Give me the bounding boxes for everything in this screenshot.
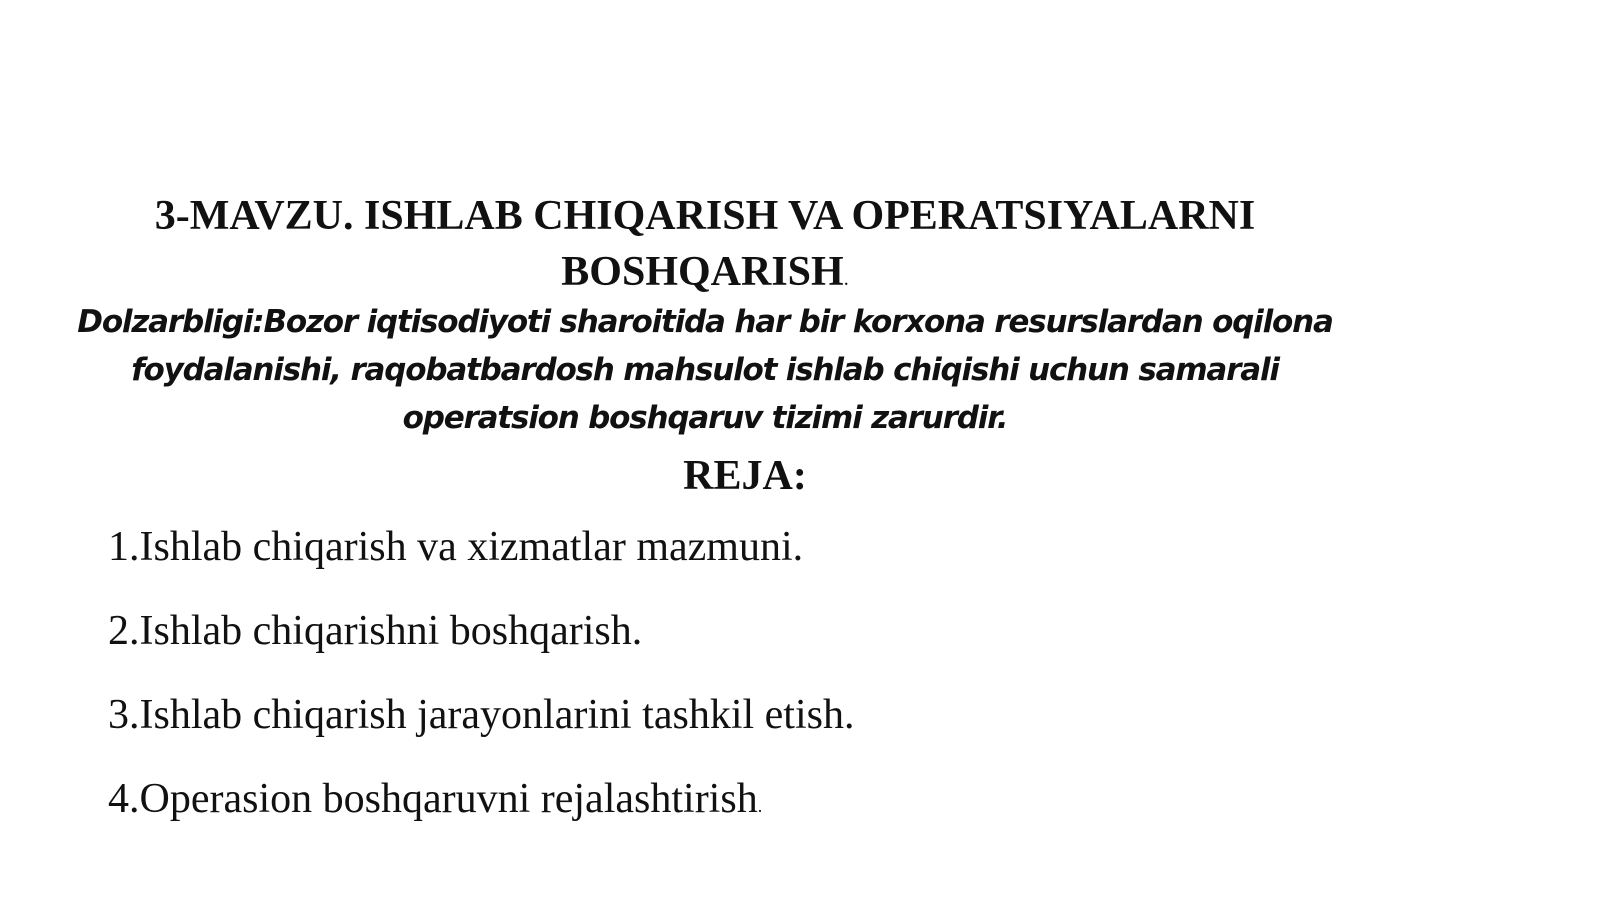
- plan-item-text: Operasion boshqaruvni rejalashtirish: [139, 776, 758, 822]
- plan-list: [108, 522, 854, 858]
- plan-item-tail: .: [757, 796, 763, 816]
- plan-item-number: 2.: [108, 608, 140, 654]
- plan-heading: REJA:: [683, 453, 807, 499]
- plan-item-1: [108, 522, 854, 606]
- plan-item-number: 1.: [108, 524, 140, 570]
- plan-item-2: [108, 606, 854, 690]
- plan-item-text: Ishlab chiqarishni boshqarish.: [139, 608, 643, 654]
- topic-title-line-2-tail: .: [843, 268, 849, 290]
- plan-item-4: [108, 774, 854, 858]
- relevance-paragraph: [40, 298, 1370, 442]
- topic-title: [40, 188, 1370, 307]
- relevance-line-2: foydalanishi, raqobatbardosh mahsulot ishlab chiqishi uchun samarali: [131, 352, 1279, 388]
- topic-title-line-1: 3-MAVZU. ISHLAB CHIQARISH VA OPERATSIYALARNI: [154, 193, 1256, 239]
- plan-item-number: 3.: [108, 692, 140, 738]
- topic-title-line-2-text: BOSHQARISH: [561, 249, 844, 295]
- relevance-line-3: operatsion boshqaruv tizimi zarurdir.: [402, 400, 1008, 436]
- relevance-line-1: Dolzarbligi:Bozor iqtisodiyoti sharoitida har bir korxona resurslardan oqilona: [77, 304, 1333, 340]
- plan-item-text: Ishlab chiqarish jarayonlarini tashkil etish.: [139, 692, 855, 738]
- plan-item-text: Ishlab chiqarish va xizmatlar mazmuni.: [139, 524, 804, 570]
- plan-item-3: [108, 690, 854, 774]
- plan-item-number: 4.: [108, 776, 140, 822]
